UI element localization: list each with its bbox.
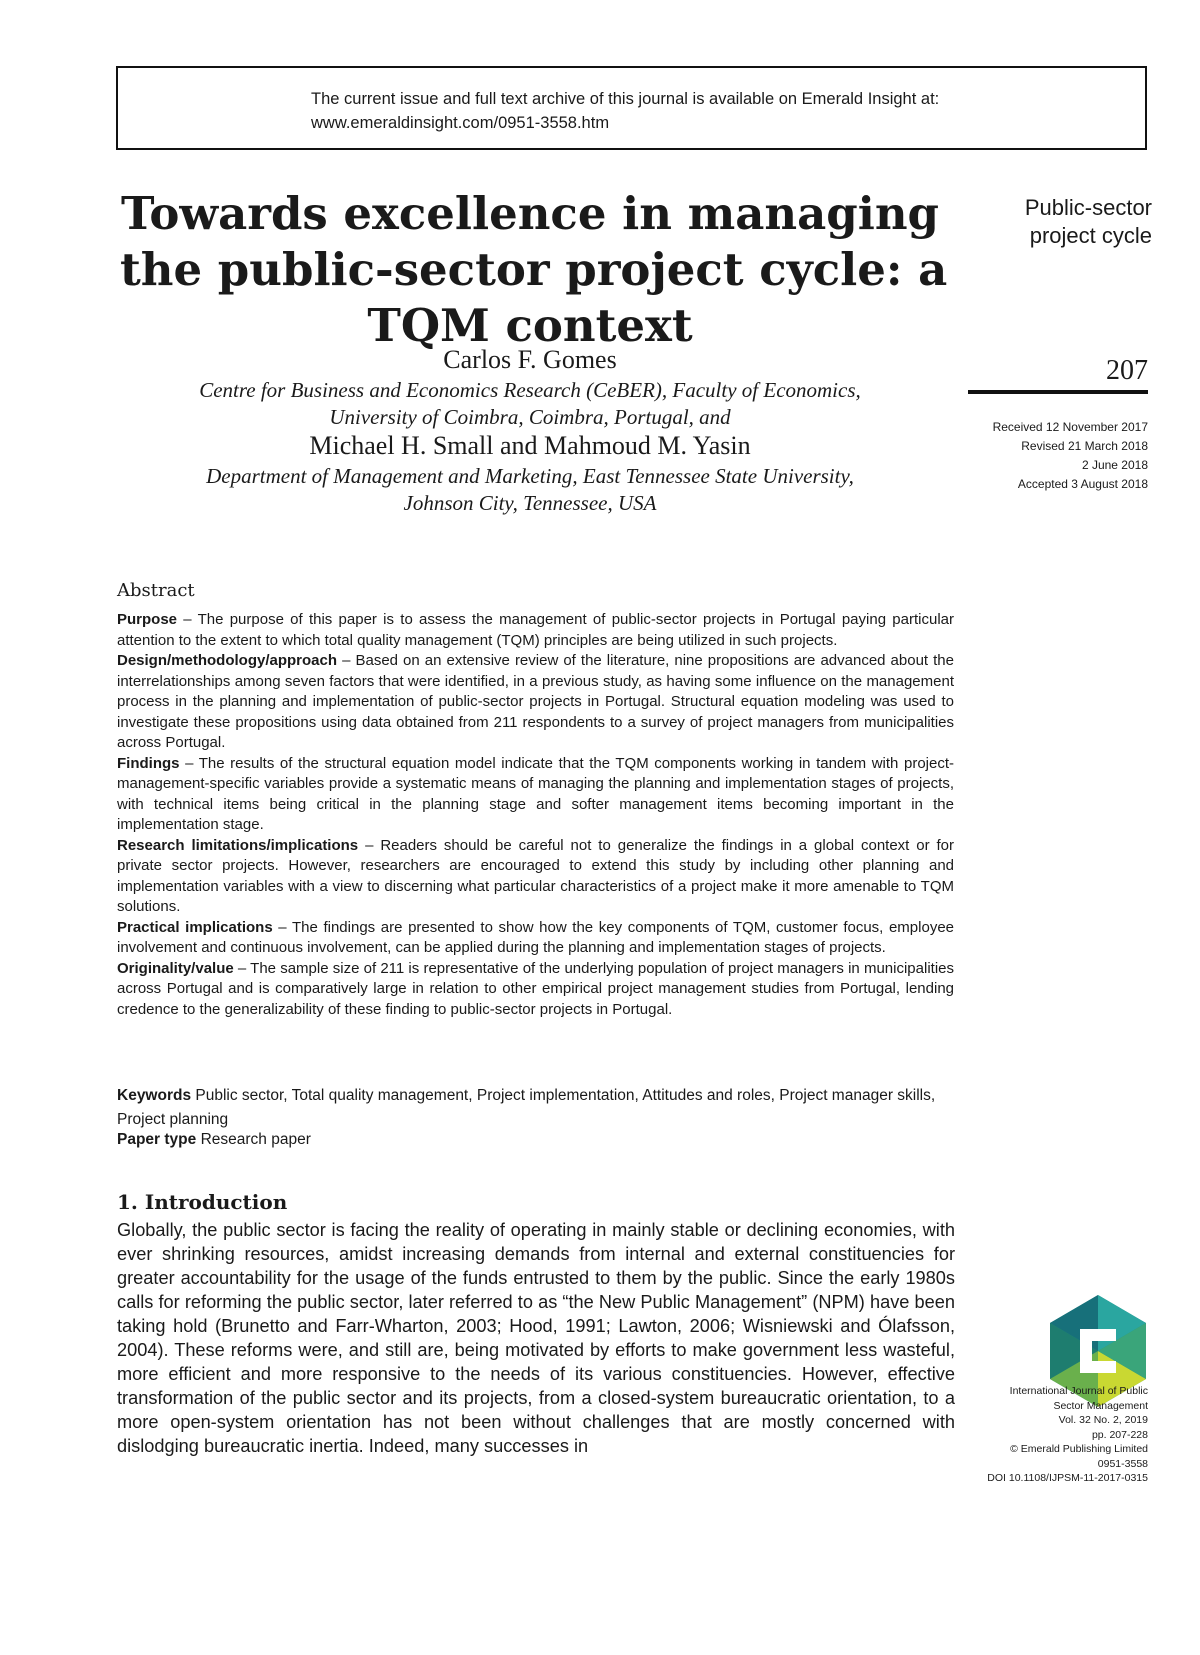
- abstract-section-text: – The findings are presented to show how the key components of TQM, customer focus, employee involvement and continuous involvement, can be applied during the planning and implementation stages of projects.: [117, 918, 955, 956]
- title-line: the public-sector project cycle: a: [120, 243, 948, 296]
- page-number: 207: [1106, 355, 1148, 386]
- date-line: Accepted 3 August 2018: [1017, 477, 1148, 491]
- abstract-section-text: – The purpose of this paper is to assess the management of public-sector projects in Portugal paying particular attention to the extent to which total quality management (TQM) principles are being utilized in such projects.: [117, 611, 954, 649]
- running-head: [1025, 194, 1152, 250]
- abstract-section-label: Purpose: [117, 611, 178, 628]
- journal-availability-notice: [116, 66, 1147, 150]
- abstract-section: [117, 754, 954, 836]
- date-line: Received 12 November 2017: [992, 420, 1148, 434]
- title-line: TQM context: [367, 299, 693, 352]
- author-name: Michael H. Small and Mahmoud M. Yasin: [309, 431, 751, 460]
- abstract-body: [117, 610, 954, 1020]
- journal-info-line: © Emerald Publishing Limited: [1010, 1443, 1148, 1455]
- journal-doi[interactable]: DOI 10.1108/IJPSM-11-2017-0315: [987, 1472, 1148, 1484]
- keywords-label: Keywords: [117, 1087, 192, 1104]
- paper-type-label: Paper type: [117, 1131, 197, 1148]
- paper-type-text: Research paper: [196, 1131, 311, 1148]
- section-heading-introduction: 1. Introduction: [117, 1190, 288, 1214]
- abstract-section-label: Design/methodology/approach: [117, 652, 338, 669]
- abstract-section: [117, 651, 954, 754]
- journal-info-line: pp. 207-228: [1091, 1428, 1148, 1441]
- page-number-rule: [968, 390, 1148, 394]
- abstract-section: [117, 610, 954, 651]
- author-name: Carlos F. Gomes: [443, 345, 617, 374]
- date-line: 2 June 2018: [1081, 458, 1148, 472]
- date-line: Revised 21 March 2018: [1021, 439, 1148, 453]
- paper-type: [117, 1131, 311, 1149]
- journal-info-line: International Journal of Public: [1009, 1385, 1148, 1397]
- abstract-section-label: Findings: [117, 754, 180, 772]
- abstract-section-label: Research limitations/implications: [117, 836, 359, 854]
- abstract-section-label: Originality/value: [117, 959, 234, 977]
- article-title: [120, 186, 948, 354]
- journal-info-line: Vol. 32 No. 2, 2019: [1058, 1414, 1148, 1426]
- abstract-section: [117, 959, 954, 1021]
- author-affiliation: Centre for Business and Economics Research (CeBER), Faculty of Economics,: [199, 378, 861, 402]
- author-affiliation: Johnson City, Tennessee, USA: [403, 491, 657, 515]
- abstract-section: [117, 836, 954, 918]
- author-affiliation: University of Coimbra, Coimbra, Portugal, and: [329, 405, 731, 429]
- article-dates: [993, 418, 1148, 494]
- abstract-heading: Abstract: [117, 580, 195, 601]
- abstract-section-text: – The sample size of 211 is representative of the underlying population of project managers in municipalities across Portugal and is comparatively large in relation to other empirical project management studies from Portugal, lending credence to the generalizability of these finding to public-sector projects in Portugal.: [117, 959, 954, 1018]
- running-head-line: project cycle: [1029, 223, 1152, 248]
- journal-url-link[interactable]: www.emeraldinsight.com/0951-3558.htm: [311, 114, 610, 132]
- notice-text: The current issue and full text archive of this journal is available on Emerald Insight at:: [311, 90, 940, 108]
- journal-info-line: Sector Management: [1053, 1399, 1148, 1412]
- journal-citation-info: [987, 1384, 1148, 1486]
- abstract-section-text: – Readers should be careful not to generalize the findings in a global context or for private sector projects. However, researchers are encouraged to extend this study by including other planning and implementation variables with a view to discerning what particular characteristics of a project make it more amenable to TQM solutions.: [117, 836, 955, 915]
- title-line: Towards excellence in managing: [121, 187, 939, 240]
- keywords-text: Public sector, Total quality management, Project implementation, Attitudes and roles, Project manager skills, Project planning: [117, 1087, 936, 1128]
- abstract-section-text: – Based on an extensive review of the literature, nine propositions are advanced about the interrelationships among seven factors that were identified, in a previous study, as having some influence on the management process in the planning and implementation of public-sector projects in Portugal. Structural equation modeling was used to investigate these propositions using data obtained from 211 respondents to a survey of project managers from municipalities across Portugal.: [117, 652, 954, 751]
- abstract-section: [117, 918, 954, 959]
- abstract-section-text: – The results of the structural equation model indicate that the TQM components working in tandem with project-management-specific variables provide a systematic means of managing the planning and implementation stages of projects, with technical items being critical in the planning stage and softer management items becoming important in the implementation stage.: [117, 754, 954, 833]
- author-affiliation: Department of Management and Marketing, East Tennessee State University,: [206, 464, 854, 488]
- abstract-section-label: Practical implications: [117, 918, 273, 936]
- introduction-body: Globally, the public sector is facing the reality of operating in mainly stable or declining economies, with ever shrinking resources, amidst increasing demands from internal and external constituencies for greater accountability for the usage of the funds entrusted to them by the public. Since the early 1980s calls for reforming the public sector, later referred to as “the New Public Management” (NPM) have been taking hold (Brunetto and Farr-Wharton, 2003; Hood, 1991; Lawton, 2006; Wisniewski and Ólafsson, 2004). These reforms were, and still are, being motivated by efforts to make government less wasteful, more efficient and more responsive to the needs of its various constituencies. However, effective transformation of the public sector and its projects, from a closed-system bureaucratic orientation, to a more open-system orientation has not been without challenges that are mostly concerned with dislodging bureaucratic inertia. Indeed, many successes in: [117, 1220, 955, 1456]
- journal-info-line: 0951-3558: [1097, 1457, 1148, 1470]
- running-head-line: Public-sector: [1024, 195, 1152, 220]
- keywords: [117, 1084, 957, 1132]
